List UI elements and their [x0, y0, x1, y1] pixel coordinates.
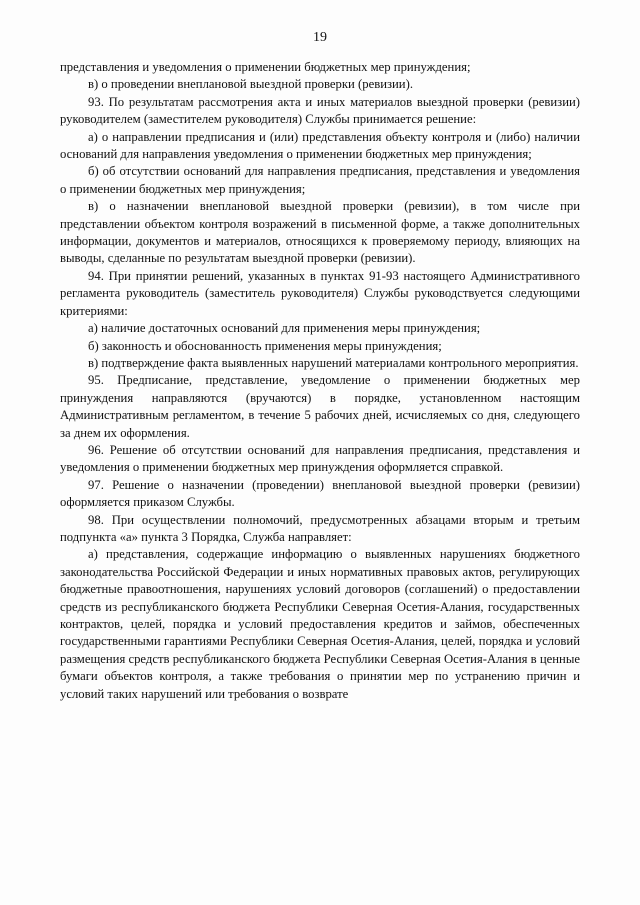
paragraph: б) об отсутствии оснований для направления предписания, представления и уведомления о применении бюджетных мер принуждения;: [60, 164, 580, 196]
paragraph: 93. По результатам рассмотрения акта и иных материалов выездной проверки (ревизии) руководителем (заместителем руководителя) Службы принимается решение:: [60, 94, 580, 127]
paragraph: 96. Решение об отсутствии оснований для направления предписания, представления и уведомления о применении бюджетных мер принуждения оформляется справкой.: [60, 442, 580, 475]
paragraph: в) о проведении внеплановой выездной проверки (ревизии).: [88, 77, 413, 92]
paragraph: 94. При принятии решений, указанных в пунктах 91-93 настоящего Административного регламента руководитель (заместитель руководителя) Службы руководствуется следующими критериями:: [60, 268, 580, 318]
paragraph: а) о направлении предписания и (или) представления объекту контроля и (либо) наличии оснований для направления уведомления о применении бюджетных мер принуждения;: [60, 129, 580, 162]
document-body: [60, 59, 580, 703]
paragraph: 97. Решение о назначении (проведении) внеплановой выездной проверки (ревизии) оформляется приказом Службы.: [60, 477, 580, 510]
paragraph: 98. При осуществлении полномочий, предусмотренных абзацами вторым и третьим подпункта «а» пункта 3 Порядка, Служба направляет:: [60, 512, 580, 544]
paragraph: а) наличие достаточных оснований для применения меры принуждения;: [88, 321, 481, 336]
paragraph: в) о назначении внеплановой выездной проверки (ревизии), в том числе при представлении объектом контроля возражений в письменной форме, а также дополнительных информации, документов и материалов, относящихся к проверяемому периоду, влияющих на выводы, сделанные по результатам выездной проверки (ревизии).: [60, 199, 580, 266]
paragraph: а) представления, содержащие информацию о выявленных нарушениях бюджетного законодательства Российской Федерации и иных нормативных правовых актов, регулирующих бюджетные правоотношения, нарушениях условий договоров (соглашений) о предоставлении средств из республиканского бюджета Республики Северная Осетия-Алания, государственных контрактов, целей, порядка и условий предоставления кредитов и займов, обеспеченных государственными гарантиями Республики Северная Осетия-Алания, целей, порядка и условий размещения средств республиканского бюджета Республики Северная Осетия-Алания в ценные бумаги объектов контроля, а также требования о принятии мер по устранению причин и условий таких нарушений или требования о возврате: [60, 547, 580, 701]
page-number: 19: [313, 30, 327, 45]
paragraph: представления и уведомления о применении бюджетных мер принуждения;: [60, 60, 471, 74]
paragraph: 95. Предписание, представление, уведомление о применении бюджетных мер принуждения направляются (вручаются) в порядке, установленном настоящим Административным регламентом, в течение 5 рабочих дней, исчисляемых со дня, следующего за днем их оформления.: [60, 373, 580, 440]
paragraph: б) законность и обоснованность применения меры принуждения;: [88, 338, 442, 353]
paragraph: в) подтверждение факта выявленных нарушений материалами контрольного мероприятия.: [88, 355, 579, 370]
